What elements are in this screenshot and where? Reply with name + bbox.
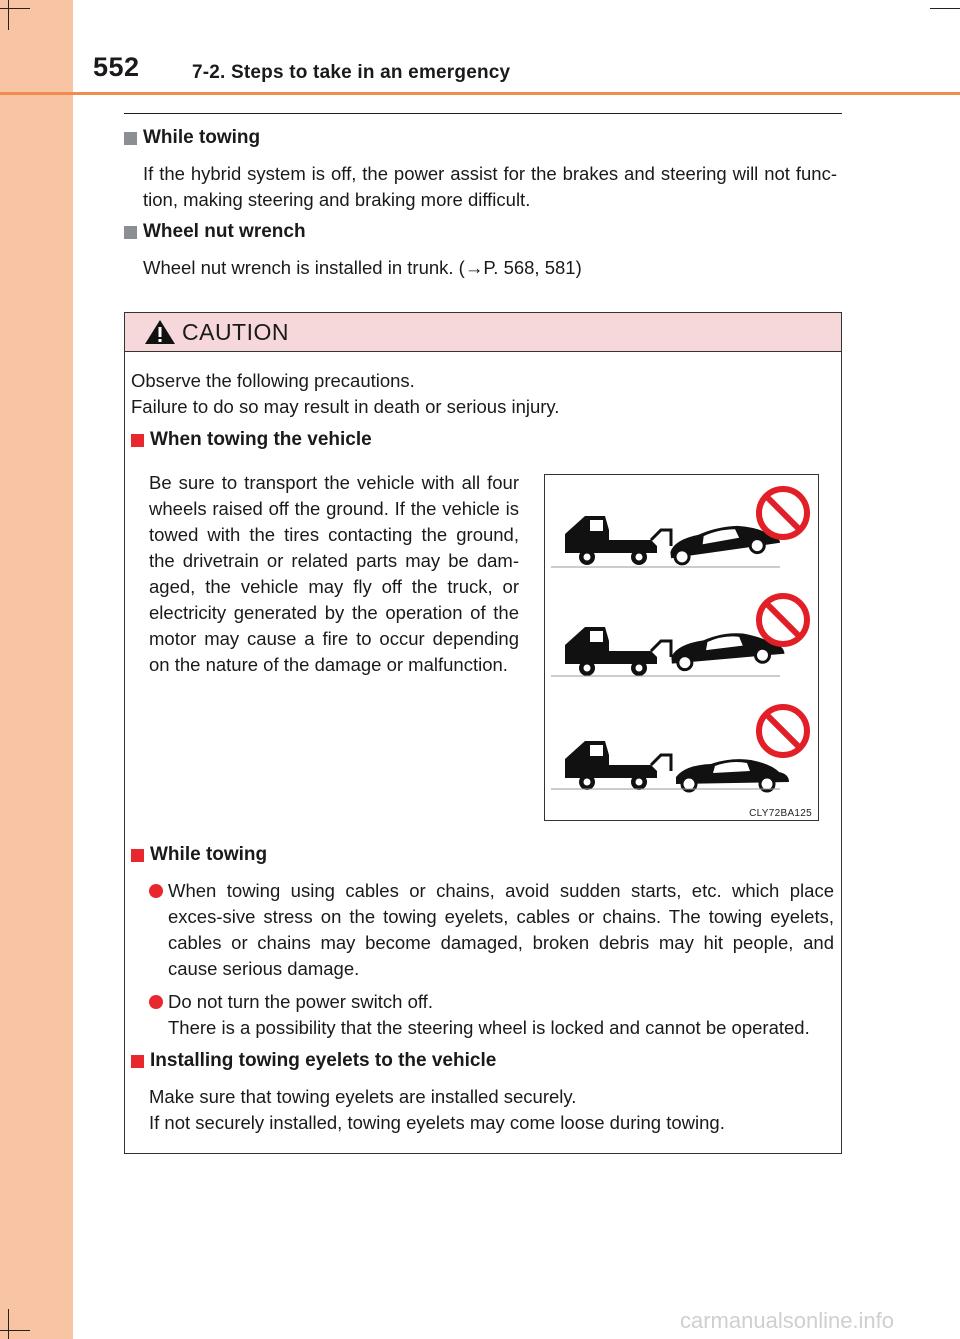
subheading-text: Installing towing eyelets to the vehicle: [150, 1050, 497, 1071]
bullet-text: When towing using cables or chains, avoid sudden starts, etc. which place exces-sive stress on the towing eyelets, cables or chains. The towing eyelets, cables or chains may become damaged, broken debris may hit people, and cause serious damage.: [168, 880, 834, 979]
subheading-text: When towing the vehicle: [150, 429, 372, 450]
divider: [124, 113, 842, 114]
subheading-text: While towing: [143, 127, 261, 148]
paragraph-page-reference: Wheel nut wrench is installed in trunk. (→P. 568, 581): [143, 257, 582, 278]
prohibited-scene-3: [551, 707, 807, 791]
caution-title: CAUTION: [182, 319, 289, 345]
section-title: 7-2. Steps to take in an emergency: [192, 62, 511, 83]
page-number: 552: [93, 52, 140, 82]
crop-mark: [8, 1309, 9, 1339]
towing-vehicle-paragraph: Be sure to transport the vehicle with all four wheels raised off the ground. If the vehicle is towed with the tires contacting the ground, the drivetrain or related parts may be dam-aged, the vehicle may fly off the truck, or electricity generated by the operation of the motor may cause a fire to occur depending on the nature of the damage or malfunction.: [149, 472, 519, 675]
subheading-text: While towing: [150, 844, 268, 865]
eyelets-line-1: Make sure that towing eyelets are installed securely.: [149, 1086, 577, 1107]
bullet-item: [149, 878, 834, 982]
subheading-when-towing-vehicle: [131, 429, 372, 451]
square-bullet-icon: [124, 132, 137, 145]
prohibited-towing-diagram: [545, 475, 818, 820]
figure-code: CLY72BA125: [749, 808, 812, 819]
square-bullet-icon: [124, 226, 137, 239]
bullet-text: Do not turn the power switch off.: [168, 991, 433, 1012]
caution-intro-line-2: Failure to do so may result in death or serious injury.: [131, 396, 560, 417]
subheading-while-towing: [124, 127, 260, 149]
caution-intro-line-1: Observe the following precautions.: [131, 370, 415, 391]
header-rule: [0, 92, 960, 95]
prohibited-scene-1: [551, 489, 807, 567]
eyelets-line-2: If not securely installed, towing eyelets may come loose during towing.: [149, 1112, 725, 1133]
subheading-text: Wheel nut wrench: [143, 221, 306, 242]
bullet-item: [149, 989, 834, 1041]
prohibited-scene-2: [551, 596, 807, 676]
warning-triangle-icon: [144, 319, 176, 345]
square-bullet-icon: [131, 849, 144, 862]
crop-mark: [930, 8, 960, 9]
subheading-while-towing-caution: [131, 844, 267, 866]
towing-illustration: [544, 474, 819, 821]
watermark: carmanualsonline.info: [680, 1308, 895, 1333]
crop-mark: [0, 1330, 30, 1331]
subheading-installing-eyelets: [131, 1050, 496, 1072]
square-bullet-icon: [131, 1055, 144, 1068]
bullet-text-continued: There is a possibility that the steering wheel is locked and cannot be operated.: [168, 1017, 810, 1038]
caution-header: [125, 313, 841, 352]
crop-mark: [0, 8, 30, 9]
red-dot-bullet-icon: [149, 995, 163, 1009]
square-bullet-icon: [131, 434, 144, 447]
red-dot-bullet-icon: [149, 884, 163, 898]
subheading-wheel-nut-wrench: [124, 221, 306, 243]
paragraph: If the hybrid system is off, the power assist for the brakes and steering will not func-tion, making steering and braking more difficult.: [143, 163, 837, 210]
crop-mark: [8, 0, 9, 30]
side-color-band: [0, 0, 73, 1339]
